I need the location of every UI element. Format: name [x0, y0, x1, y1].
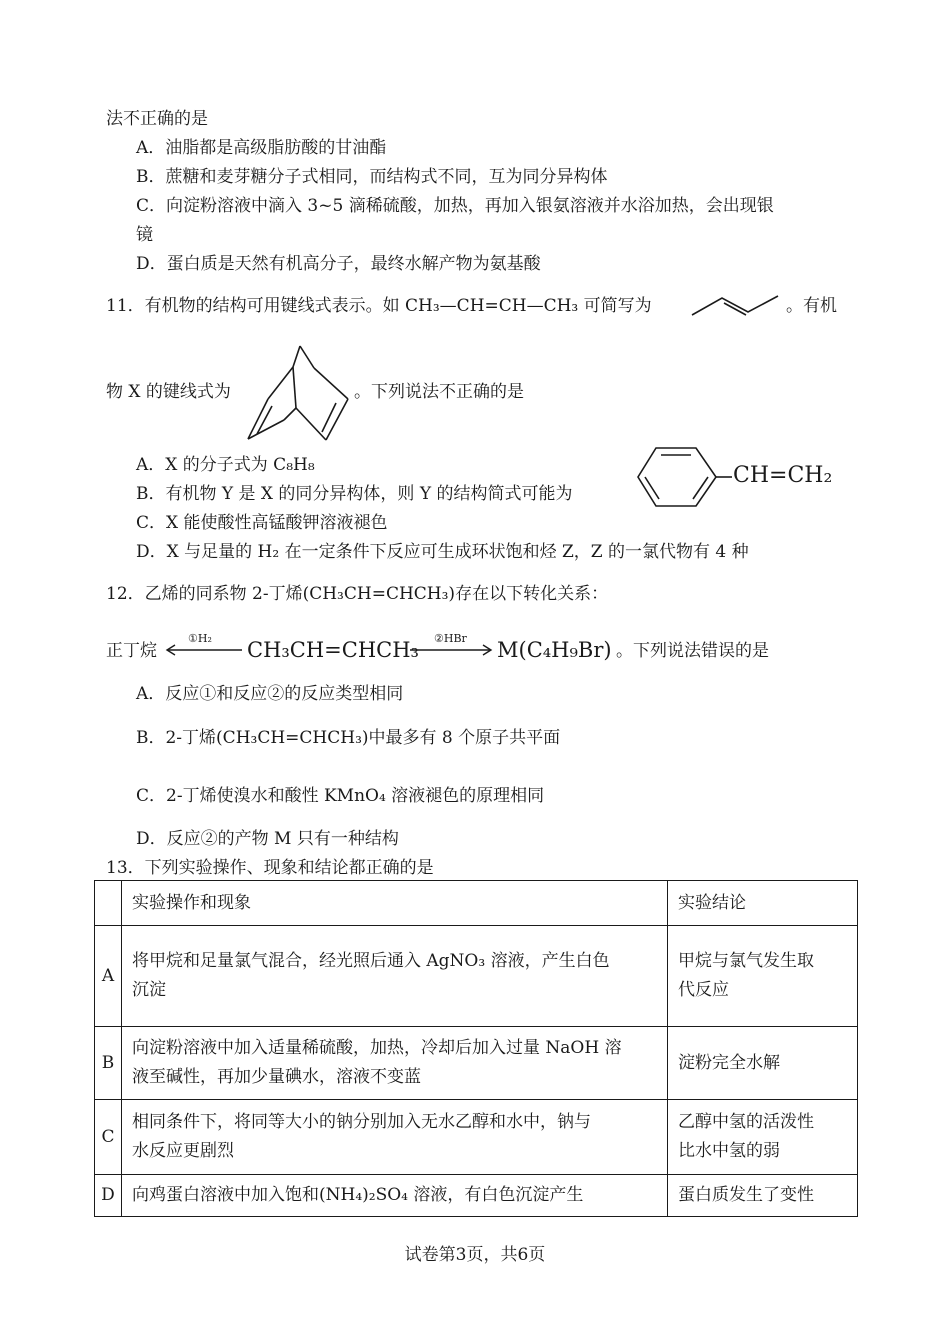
- row-conclusion-line: 乙醇中氢的活泼性: [678, 1112, 814, 1132]
- styrene-structure: [636, 444, 732, 510]
- row-operation-line: 向淀粉溶液中加入适量稀硫酸，加热，冷却后加入过量 NaOH 溶: [132, 1038, 622, 1058]
- header-label-cell: [95, 881, 122, 926]
- row-operation: [122, 1175, 668, 1217]
- q12-stem: 12．乙烯的同系物 2-丁烯(CH₃CH=CHCH₃)存在以下转化关系：: [106, 584, 609, 604]
- experiment-table: [94, 880, 858, 1217]
- reaction-arrow-1: [164, 634, 244, 660]
- q11-stem-line1-end: 。有机: [786, 296, 837, 316]
- q12-scheme-tail: 。下列说法错误的是: [616, 641, 769, 661]
- q10-option-c: C．向淀粉溶液中滴入 3~5 滴稀硫酸，加热，再加入银氨溶液并水浴加热，会出现银: [136, 196, 774, 216]
- styrene-substituent-label: CH=CH₂: [733, 463, 833, 488]
- row-operation-line: 向鸡蛋白溶液中加入饱和(NH₄)₂SO₄ 溶液，有白色沉淀产生: [132, 1185, 584, 1205]
- q11-stem-line2-end: 。下列说法不正确的是: [354, 382, 524, 402]
- compound-x-skeletal-structure: [238, 336, 363, 444]
- header-conclusion: 实验结论: [668, 881, 858, 926]
- q11-option-c: C．X 能使酸性高锰酸钾溶液褪色: [136, 513, 388, 533]
- q11-option-a: A．X 的分子式为 C₈H₈: [136, 455, 315, 475]
- header-operation: 实验操作和现象: [122, 881, 668, 926]
- q11-stem-line1: 11．有机物的结构可用键线式表示。如 CH₃—CH=CH—CH₃ 可简写为: [106, 296, 652, 316]
- q10-option-a: A．油脂都是高级脂肪酸的甘油酯: [136, 138, 387, 158]
- reaction-arrow-2: [408, 634, 494, 660]
- q10-option-d: D．蛋白质是天然有机高分子，最终水解产物为氨基酸: [136, 254, 541, 274]
- q12-scheme-product: M(C₄H₉Br): [497, 638, 612, 662]
- row-conclusion: [668, 1175, 858, 1217]
- row-operation-line: 液至碱性，再加少量碘水，溶液不变蓝: [132, 1067, 421, 1087]
- q11-option-b: B．有机物 Y 是 X 的同分异构体，则 Y 的结构简式可能为: [136, 484, 573, 504]
- row-operation-line: 沉淀: [132, 980, 166, 1000]
- q12-option-d: D．反应②的产物 M 只有一种结构: [136, 829, 399, 849]
- q11-stem-line2: 物 X 的键线式为: [106, 382, 231, 402]
- table-row: [95, 1027, 858, 1100]
- row-conclusion-line: 比水中氢的弱: [678, 1141, 780, 1161]
- table-row: [95, 1175, 858, 1217]
- row-conclusion-line: 代反应: [678, 980, 729, 1000]
- table-row: [95, 926, 858, 1027]
- row-operation: [122, 926, 668, 1027]
- butene-skeletal-structure: [690, 290, 780, 320]
- table-row: [95, 1100, 858, 1175]
- row-operation: [122, 1027, 668, 1100]
- row-operation: [122, 1100, 668, 1175]
- q11-option-d: D．X 与足量的 H₂ 在一定条件下反应可生成环状饱和烃 Z，Z 的一氯代物有 4 种: [136, 542, 749, 562]
- row-label: C: [95, 1100, 122, 1175]
- q12-option-a: A．反应①和反应②的反应类型相同: [136, 684, 404, 704]
- q12-option-c: C．2-丁烯使溴水和酸性 KMnO₄ 溶液褪色的原理相同: [136, 786, 545, 806]
- q12-scheme-center: CH₃CH=CHCH₃: [247, 638, 419, 662]
- reaction-arrow-1-label: ①H₂: [188, 632, 212, 645]
- row-label: A: [95, 926, 122, 1027]
- row-conclusion-line: 蛋白质发生了变性: [678, 1185, 814, 1205]
- row-conclusion: [668, 1100, 858, 1175]
- row-operation-line: 水反应更剧烈: [132, 1141, 234, 1161]
- q12-scheme-left: 正丁烷: [106, 641, 157, 661]
- row-conclusion: [668, 926, 858, 1027]
- q10-option-c-cont: 镜: [136, 225, 153, 245]
- reaction-arrow-2-label: ②HBr: [434, 632, 467, 645]
- row-operation-line: 将甲烷和足量氯气混合，经光照后通入 AgNO₃ 溶液，产生白色: [132, 951, 610, 971]
- q13-stem: 13．下列实验操作、现象和结论都正确的是: [106, 858, 434, 878]
- q12-option-b: B．2-丁烯(CH₃CH=CHCH₃)中最多有 8 个原子共平面: [136, 728, 561, 748]
- page-footer: 试卷第3页，共6页: [404, 1245, 546, 1265]
- table-header-row: [95, 881, 858, 926]
- row-label: D: [95, 1175, 122, 1217]
- row-operation-line: 相同条件下，将同等大小的钠分别加入无水乙醇和水中，钠与: [132, 1112, 591, 1132]
- row-conclusion-line: 甲烷与氯气发生取: [678, 951, 814, 971]
- q10-option-b: B．蔗糖和麦芽糖分子式相同，而结构式不同，互为同分异构体: [136, 167, 608, 187]
- row-label: B: [95, 1027, 122, 1100]
- q10-stem-end: 法不正确的是: [106, 109, 208, 129]
- row-conclusion: [668, 1027, 858, 1100]
- row-conclusion-line: 淀粉完全水解: [678, 1052, 780, 1073]
